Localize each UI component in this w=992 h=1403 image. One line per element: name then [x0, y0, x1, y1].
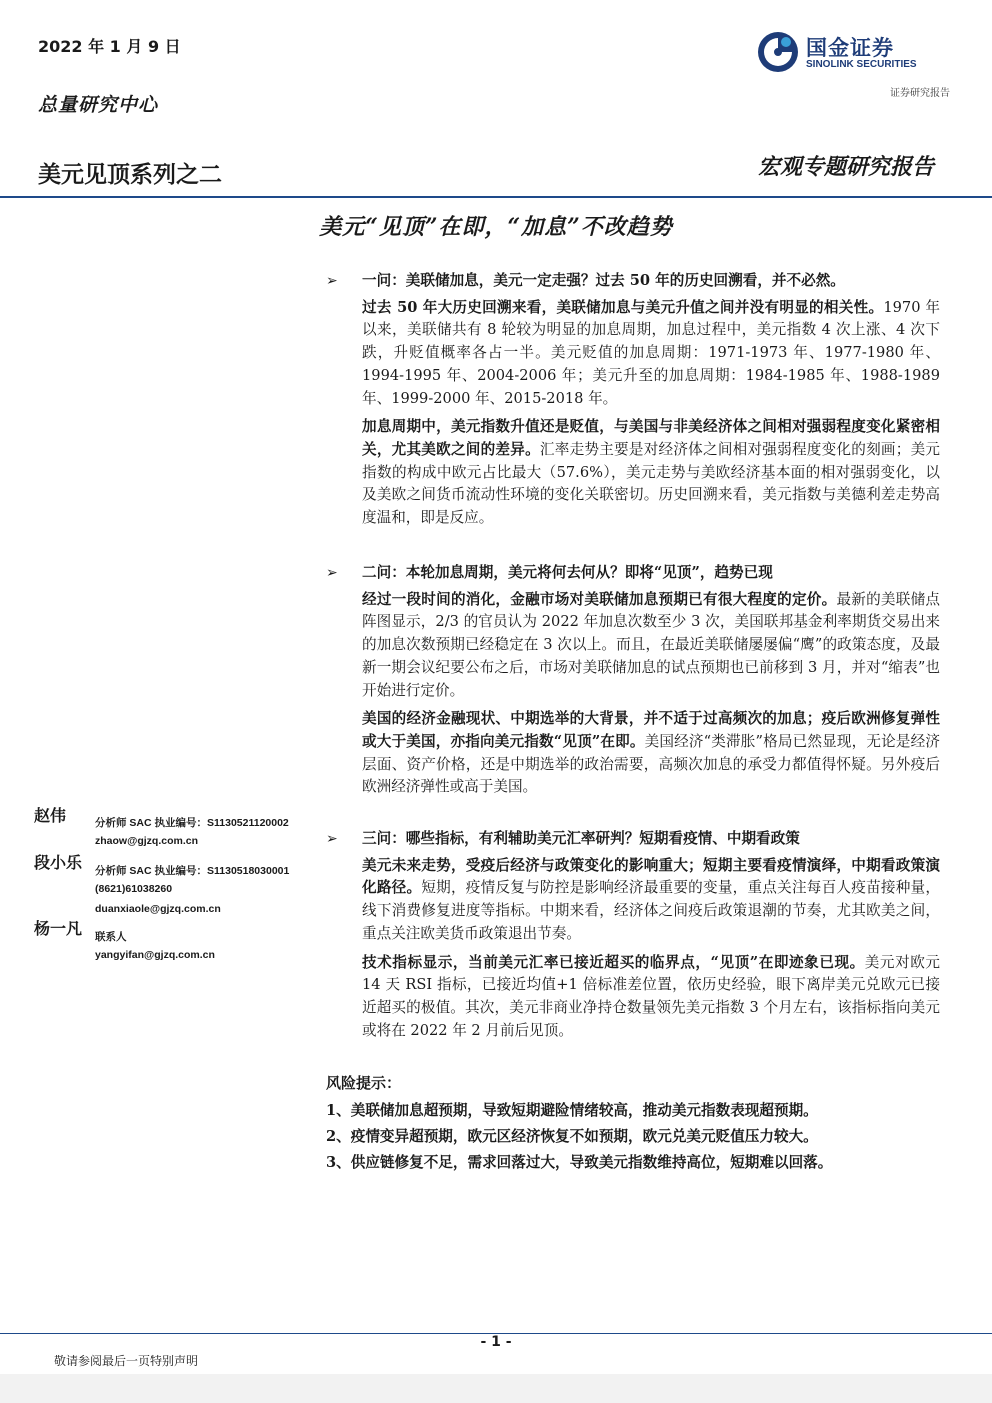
logo-name-en: SINOLINK SECURITIES [806, 59, 917, 70]
risk-item: 2、疫情变异超预期，欧元区经济恢复不如预期，欧元兑美元贬值压力较大。 [326, 1128, 818, 1145]
page-number: - 1 - [480, 1334, 512, 1350]
report-date: 2022 年 1 月 9 日 [38, 37, 181, 56]
paragraph-body: 汇率走势主要是对经济体之间相对强弱程度变化的刻画；美元指数的构成中欧元占比最大（57.6%），美元走势与美欧经济基本面的相对强弱变化，以及美欧之间货币流动性环境的变化关联密切。历史回溯来看，美元指数与美德利差走势高度温和，即是反应。 [362, 440, 940, 527]
section-2 [326, 562, 940, 805]
section-2-heading [326, 562, 940, 585]
arrow-bullet-icon: ➢ [326, 831, 338, 847]
paragraph [326, 952, 940, 1043]
paragraph-body: 美国经济“类滞胀”格局已然显现，无论是经济层面、资产价格，还是中期选举的政治需要，高频次加息的承受力都值得怀疑。另外疫后欧洲经济弹性或高于美国。 [362, 732, 940, 796]
arrow-bullet-icon: ➢ [326, 565, 338, 581]
paragraph [326, 589, 940, 703]
analyst-name: 杨一凡 [34, 919, 83, 938]
risk-item: 1、美联储加息超预期，导致短期避险情绪较高，推动美元指数表现超预期。 [326, 1102, 818, 1119]
risk-title: 风险提示： [326, 1074, 402, 1092]
paragraph [326, 708, 940, 799]
analyst-phone: (8621)61038260 [95, 883, 173, 895]
paragraph-lead: 过去 50 年大历史回溯来看，美联储加息与美元升值之间并没有明显的相关性。 [362, 298, 884, 316]
paragraph-body: 短期，疫情反复与防控是影响经济最重要的变量，重点关注每百人疫苗接种量，线下消费修复进度等指标。中期来看，经济体之间疫后政策退潮的节奏，尤其欧美之间，重点关注欧美货币政策退出节奏。 [362, 879, 940, 942]
bottom-band [0, 1374, 992, 1403]
analyst-role: 联系人 [95, 931, 127, 943]
analyst-email[interactable]: duanxiaole@gjzq.com.cn [95, 903, 221, 915]
header-divider [0, 196, 992, 198]
paragraph [326, 297, 940, 411]
disclaimer: 敬请参阅最后一页特别声明 [54, 1354, 199, 1368]
section-heading-text: 二问：本轮加息周期，美元将何去何从？即将“见顶”，趋势已现 [362, 564, 773, 581]
section-1-heading [326, 270, 940, 293]
analyst-email[interactable]: yangyifan@gjzq.com.cn [95, 949, 215, 961]
analyst-name: 赵伟 [34, 806, 67, 825]
paragraph-body: 最新的美联储点阵图显示，2/3 的官员认为 2022 年加息次数至少 3 次，美国联邦基金利率期货交易出来的加息次数预期已经稳定在 3 次以上。而且，在最近美联储屡屡偏“鹰”的政策态度，及最新一期会议纪要公布之后，市场对美联储加息的试点预期也已前移到 3 月，并对“缩表”也开始进行定价。 [362, 590, 940, 699]
paragraph-lead: 美国的经济金融现状、中期选举的大背景，并不适于过高频次的加息；疫后欧洲修复弹性或大于美国，亦指向美元指数“见顶”在即。 [362, 710, 940, 750]
report-type: 宏观专题研究报告 [757, 154, 934, 180]
section-heading-text: 一问：美联储加息，美元一定走强？过去 50 年的历史回溯看，并不必然。 [362, 272, 845, 289]
company-logo [756, 30, 946, 76]
analyst-sac-id: 分析师 SAC 执业编号：S1130518030001 [95, 865, 290, 877]
report-label: 证券研究报告 [890, 88, 950, 99]
section-heading-text: 三问：哪些指标，有利辅助美元汇率研判？短期看疫情、中期看政策 [362, 830, 800, 847]
research-center: 总量研究中心 [38, 94, 159, 116]
paragraph-lead: 加息周期中，美元指数升值还是贬值，与美国与非美经济体之间相对强弱程度变化紧密相关，尤其美欧之间的差异。 [362, 418, 940, 458]
analyst-name: 段小乐 [34, 853, 83, 872]
paragraph [326, 416, 940, 530]
paragraph-lead: 美元未来走势，受疫后经济与政策变化的影响重大；短期主要看疫情演绎，中期看政策演化路径。 [362, 856, 940, 897]
logo-name-cn: 国金证券 [806, 36, 894, 60]
paragraph [326, 855, 940, 946]
series-title: 美元见顶系列之二 [38, 162, 222, 188]
paragraph-body: 1970 年以来，美联储共有 8 轮较为明显的加息周期，加息过程中，美元指数 4 次上涨、4 次下跌，升贬值概率各占一半。美元贬值的加息周期：1971-1973 年、1977-1980 年、1994-1995 年、2004-2006 年；美元升至的加息周期：1984-1985 年、1988-1989 年、1999-2000 年、2015-2018 年。 [362, 298, 940, 407]
analyst-email[interactable]: zhaow@gjzq.com.cn [95, 835, 198, 847]
paragraph-body: 美元对欧元 14 天 RSI 指标，已接近均值+1 倍标准差位置，依历史经验，眼下离岸美元兑欧元已接近超买的极值。其次，美元非商业净持仓数量领先美元指数 3 个月左右，该指标指向美元或将在 2022 年 2 月前后见顶。 [362, 953, 940, 1039]
arrow-bullet-icon: ➢ [326, 273, 338, 289]
logo-mark-icon [756, 30, 800, 74]
section-3-heading [326, 828, 940, 851]
section-1 [326, 270, 940, 536]
main-title: 美元“见顶”在即，“加息”不改趋势 [319, 214, 673, 240]
risk-item: 3、供应链修复不足，需求回落过大，导致美元指数维持高位，短期难以回落。 [326, 1154, 833, 1171]
analyst-sac-id: 分析师 SAC 执业编号：S1130521120002 [95, 817, 289, 829]
paragraph-lead: 经过一段时间的消化，金融市场对美联储加息预期已有很大程度的定价。 [362, 590, 837, 608]
paragraph-lead: 技术指标显示，当前美元汇率已接近超买的临界点，“见顶”在即迹象已现。 [362, 953, 865, 971]
section-3 [326, 828, 940, 1048]
